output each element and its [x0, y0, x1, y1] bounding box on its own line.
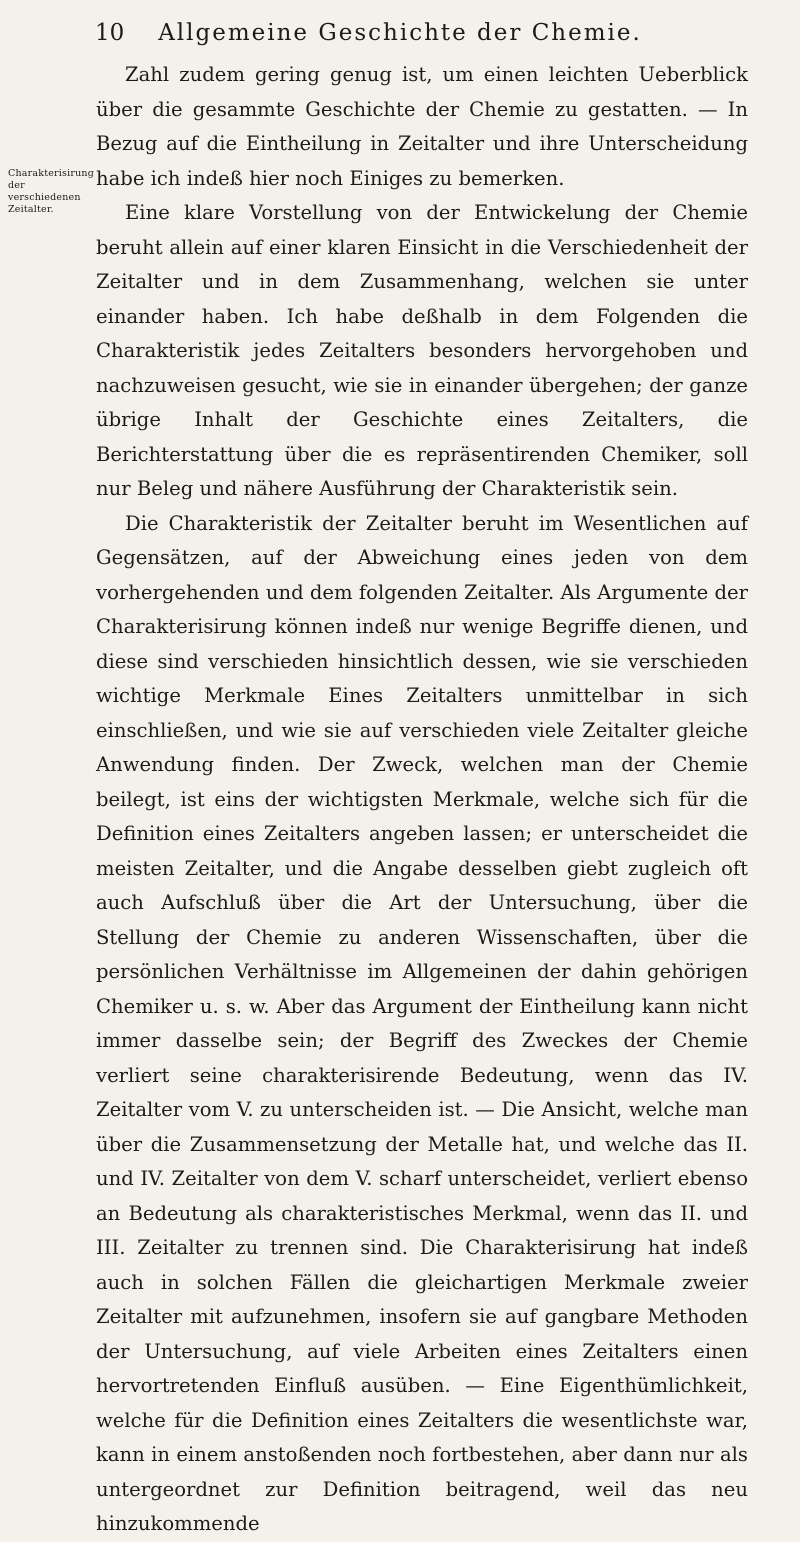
paragraph-2: Eine klare Vorstellung von der Entwickelung der Chemie beruht allein auf einer klaren Einsicht in die Verschiedenheit der Zeitalter und in dem Zusammenhang, welchen sie unter einander haben. Ich habe deßhalb in dem Folgenden die Charakteristik jedes Zeitalters besonders hervorgehoben und nachzuweisen gesucht, wie sie in einander übergehen; der ganze übrige Inhalt der Geschichte eines Zeitalters, die Berichterstattung über die es repräsentirenden Chemiker, soll nur Beleg und nähere Ausführung der Charakteristik sein.: [96, 201, 748, 500]
page-number: 10: [95, 20, 125, 46]
paragraph-3: Die Charakteristik der Zeitalter beruht im Wesentlichen auf Gegensätzen, auf der Abweichung eines jeden von dem vorhergehenden und dem folgenden Zeitalter. Als Argumente der Charakterisirung können indeß nur wenige Begriffe dienen, und diese sind verschieden hinsichtlich dessen, wie sie verschieden wichtige Merkmale Eines Zeitalters unmittelbar in sich einschließen, und wie sie auf verschieden viele Zeitalter gleiche Anwendung finden. Der Zweck, welchen man der Chemie beilegt, ist eins der wichtigsten Merkmale, welche sich für die Definition eines Zeitalters angeben lassen; er unterscheidet die meisten Zeitalter, und die Angabe desselben giebt zugleich oft auch Aufschluß über die Art der Untersuchung, über die Stellung der Chemie zu anderen Wissenschaften, über die persönlichen Verhältnisse im Allgemeinen der dahin gehörigen Chemiker u. s. w. Aber das Argument der Eintheilung kann nicht immer dasselbe sein; der Begriff des Zweckes der Chemie verliert seine charakterisirende Bedeutung, wenn das IV. Zeitalter vom V. zu unterscheiden ist. — Die Ansicht, welche man über die Zusammensetzung der Metalle hat, und welche das II. und IV. Zeitalter von dem V. scharf unterscheidet, verliert ebenso an Bedeutung als charakteristisches Merkmal, wenn das II. und III. Zeitalter zu trennen sind. Die Charakterisirung hat indeß auch in solchen Fällen die gleichartigen Merkmale zweier Zeitalter mit aufzunehmen, insofern sie auf gangbare Methoden der Untersuchung, auf viele Arbeiten eines Zeitalters einen hervortretenden Einfluß ausüben. — Eine Eigenthümlichkeit, welche für die Definition eines Zeitalters die wesentlichste war, kann in einem anstoßenden noch fortbestehen, aber dann nur als untergeordnet zur Definition beitragend, weil das neu hinzukommende: [96, 511, 748, 1535]
body-text: [96, 58, 748, 1542]
running-head: Allgemeine Geschichte der Chemie.: [158, 20, 642, 46]
margin-note: Charakterisirung der verschiedenen Zeitalter.: [8, 168, 95, 215]
paragraph-1: Zahl zudem gering genug ist, um einen leichten Ueberblick über die gesammte Geschichte der Chemie zu gestatten. — In Bezug auf die Eintheilung in Zeitalter und ihre Unterscheidung habe ich indeß hier noch Einiges zu bemerken.: [96, 63, 748, 190]
